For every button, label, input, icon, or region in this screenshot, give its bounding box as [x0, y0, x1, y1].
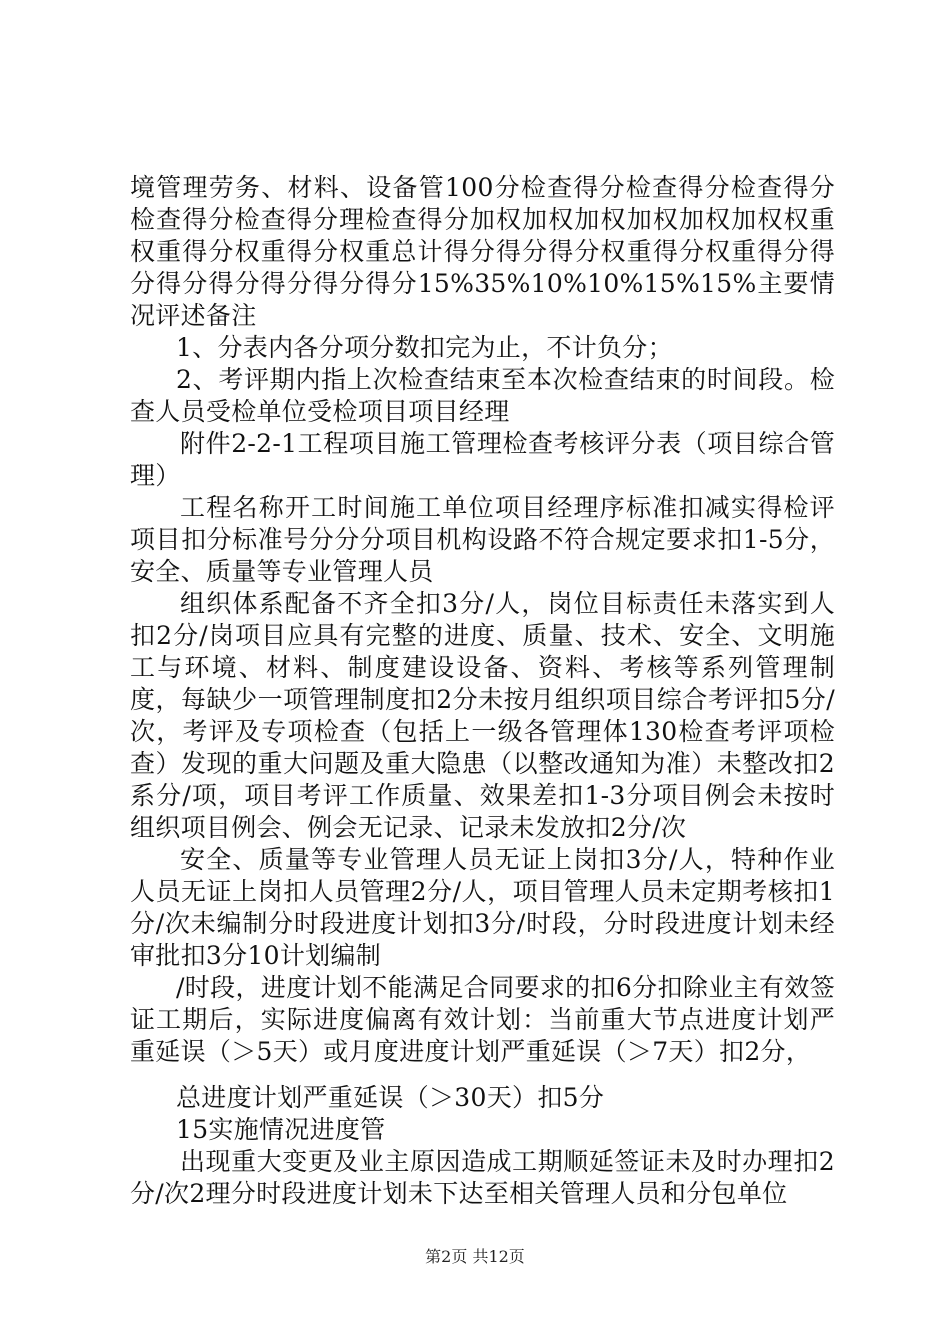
paragraph-schedule-plan: /时段，进度计划不能满足合同要求的扣6分扣除业主有效签证工期后，实际进度偏离有效计划：当前重大节点进度计划严重延误（＞5天）或月度进度计划严重延误（＞7天）扣2分，	[130, 973, 835, 1066]
paragraph-note-2: 2、考评期内指上次检查结束至本次检查结束的时间段。检查人员受检单位受检项目项目经理	[130, 365, 835, 426]
paragraph-implementation: 15实施情况进度管	[176, 1115, 386, 1144]
page-footer	[0, 1244, 950, 1267]
paragraph-attachment-title: 附件2-2-1工程项目施工管理检查考核评分表（项目综合管理）	[130, 429, 835, 490]
paragraph-score-summary: 境管理劳务、材料、设备管100分检查得分检查得分检查得分检查得分检查得分理检查得分加权加权加权加权加权加权权重权重得分权重得分权重总计得分得分得分权重得分权重得分得分得分得分得分得分得分15%35%10%10%15%15%主要情况评述备注	[130, 173, 835, 330]
paragraph-note-1: 1、分表内各分项分数扣完为止，不计负分；	[176, 333, 673, 362]
paragraph-table-header: 工程名称开工时间施工单位项目经理序标准扣减实得检评项目扣分标准号分分分项目机构设路不符合规定要求扣1-5分，安全、质量等专业管理人员	[130, 493, 835, 586]
paragraph-major-change: 出现重大变更及业主原因造成工期顺延签证未及时办理扣2分/次2理分时段进度计划未下达至相关管理人员和分包单位	[130, 1147, 835, 1208]
paragraph-total-delay: 总进度计划严重延误（＞30天）扣5分	[176, 1083, 605, 1112]
paragraph-personnel: 安全、质量等专业管理人员无证上岗扣3分/人，特种作业人员无证上岗扣人员管理2分/人，项目管理人员未定期考核扣1分/次未编制分时段进度计划扣3分/时段，分时段进度计划未经审批扣3分10计划编制	[130, 845, 835, 970]
page-number: 第2页 共12页	[425, 1247, 525, 1266]
document-body	[130, 172, 835, 1210]
paragraph-organization: 组织体系配备不齐全扣3分/人，岗位目标责任未落实到人扣2分/岗项目应具有完整的进度、质量、技术、安全、文明施工与环境、材料、制度建设设备、资料、考核等系列管理制度，每缺少一项管理制度扣2分未按月组织项目综合考评扣5分/次，考评及专项检查（包括上一级各管理体130检查考评项检查）发现的重大问题及重大隐患（以整改通知为准）未整改扣2系分/项，项目考评工作质量、效果差扣1-3分项目例会未按时组织项目例会、例会无记录、记录未发放扣2分/次	[130, 589, 835, 842]
